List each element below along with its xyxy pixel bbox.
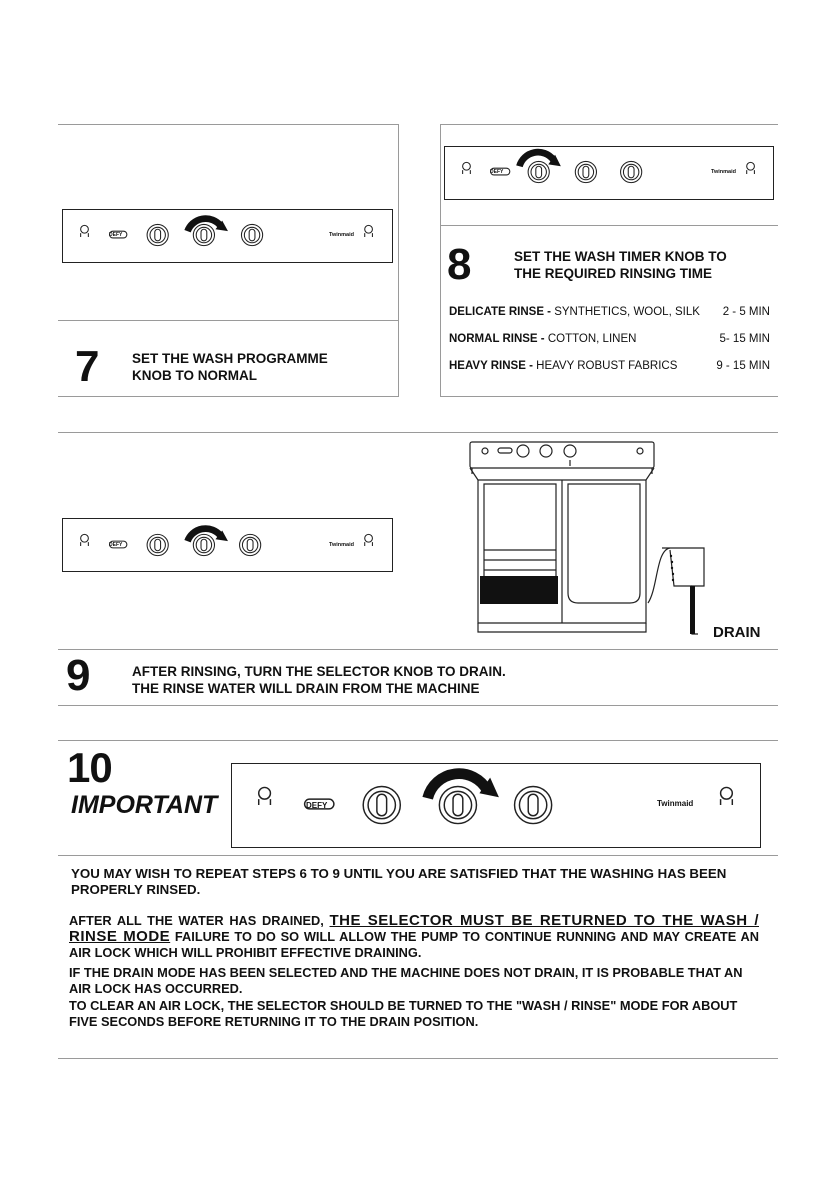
- rinse-row-normal: [449, 333, 636, 345]
- warning-paragraph: [69, 913, 759, 961]
- step-instruction-line: THE RINSE WATER WILL DRAIN FROM THE MACHINE: [132, 681, 480, 696]
- divider: [58, 1058, 778, 1059]
- rinse-desc: COTTON, LINEN: [544, 333, 637, 345]
- brand-badge: DEFY: [109, 232, 123, 238]
- rinse-time: 9 - 15 MIN: [716, 360, 770, 372]
- divider: [58, 705, 778, 706]
- divider: [440, 396, 778, 397]
- control-panel-illustration: [62, 209, 393, 263]
- twin-tub-machine-illustration: [466, 438, 710, 640]
- rinse-label: HEAVY RINSE -: [449, 360, 533, 372]
- rinse-label: NORMAL RINSE -: [449, 333, 545, 345]
- divider: [58, 432, 778, 433]
- divider: [58, 396, 399, 397]
- divider: [58, 855, 778, 856]
- warning-emphasis: THE SELECTOR MUST BE RETURNED TO THE WASH / RINSE MODE: [69, 912, 759, 945]
- warning-paragraph: TO CLEAR AN AIR LOCK, THE SELECTOR SHOULD BE TURNED TO THE "WASH / RINSE" MODE FOR ABOUT FIVE SECONDS BEFORE RETURNING IT TO THE DRAIN POSITION.: [69, 998, 738, 1029]
- divider: [398, 124, 399, 397]
- step-number: 9: [66, 651, 90, 700]
- rinse-time: 5- 15 MIN: [719, 333, 770, 345]
- rinse-desc: HEAVY ROBUST FABRICS: [532, 360, 678, 372]
- model-label: Twinmaid: [329, 542, 354, 548]
- important-heading: IMPORTANT: [71, 791, 218, 819]
- repeat-note: YOU MAY WISH TO REPEAT STEPS 6 TO 9 UNTIL YOU ARE SATISFIED THAT THE WASHING HAS BEEN PROPERLY RINSED.: [71, 866, 727, 897]
- warning-paragraph: IF THE DRAIN MODE HAS BEEN SELECTED AND THE MACHINE DOES NOT DRAIN, IT IS PROBABLE THAT AN AIR LOCK HAS OCCURRED.: [69, 965, 743, 996]
- brand-badge: DEFY: [490, 169, 504, 175]
- rinse-label: DELICATE RINSE -: [449, 306, 552, 318]
- control-panel-illustration: [231, 763, 761, 848]
- divider: [58, 740, 778, 741]
- divider: [58, 124, 399, 125]
- rinse-desc: SYNTHETICS, WOOL, SILK: [551, 306, 700, 318]
- step-instruction-line: AFTER RINSING, TURN THE SELECTOR KNOB TO DRAIN.: [132, 664, 506, 679]
- rinse-time: 2 - 5 MIN: [722, 306, 770, 318]
- step-number: 7: [75, 342, 99, 391]
- divider: [58, 649, 778, 650]
- divider: [440, 124, 441, 397]
- drain-label: DRAIN: [713, 624, 761, 641]
- step-heading: SET THE WASH PROGRAMME KNOB TO NORMAL: [132, 351, 328, 383]
- divider: [440, 124, 778, 125]
- brand-badge: DEFY: [109, 542, 123, 548]
- step-number: 8: [447, 240, 471, 289]
- step-number: 10: [67, 744, 112, 791]
- warning-text: FAILURE TO DO SO WILL ALLOW THE PUMP TO CONTINUE RUNNING AND MAY CREATE AN AIR LOCK WHICH WILL PROHIBIT EFFECTIVE DRAINING.: [69, 929, 759, 960]
- rinse-row-heavy: [449, 360, 677, 372]
- divider: [58, 320, 399, 321]
- control-panel-illustration: [444, 146, 774, 200]
- control-panel-illustration: [62, 518, 393, 572]
- model-label: Twinmaid: [329, 232, 354, 238]
- model-label: Twinmaid: [657, 799, 694, 808]
- divider: [440, 225, 778, 226]
- step-heading: SET THE WASH TIMER KNOB TO THE REQUIRED RINSING TIME: [514, 249, 727, 281]
- rinse-row-delicate: [449, 306, 700, 318]
- model-label: Twinmaid: [711, 169, 736, 175]
- warning-text: AFTER ALL THE WATER HAS DRAINED,: [69, 913, 330, 928]
- brand-badge: DEFY: [306, 801, 328, 810]
